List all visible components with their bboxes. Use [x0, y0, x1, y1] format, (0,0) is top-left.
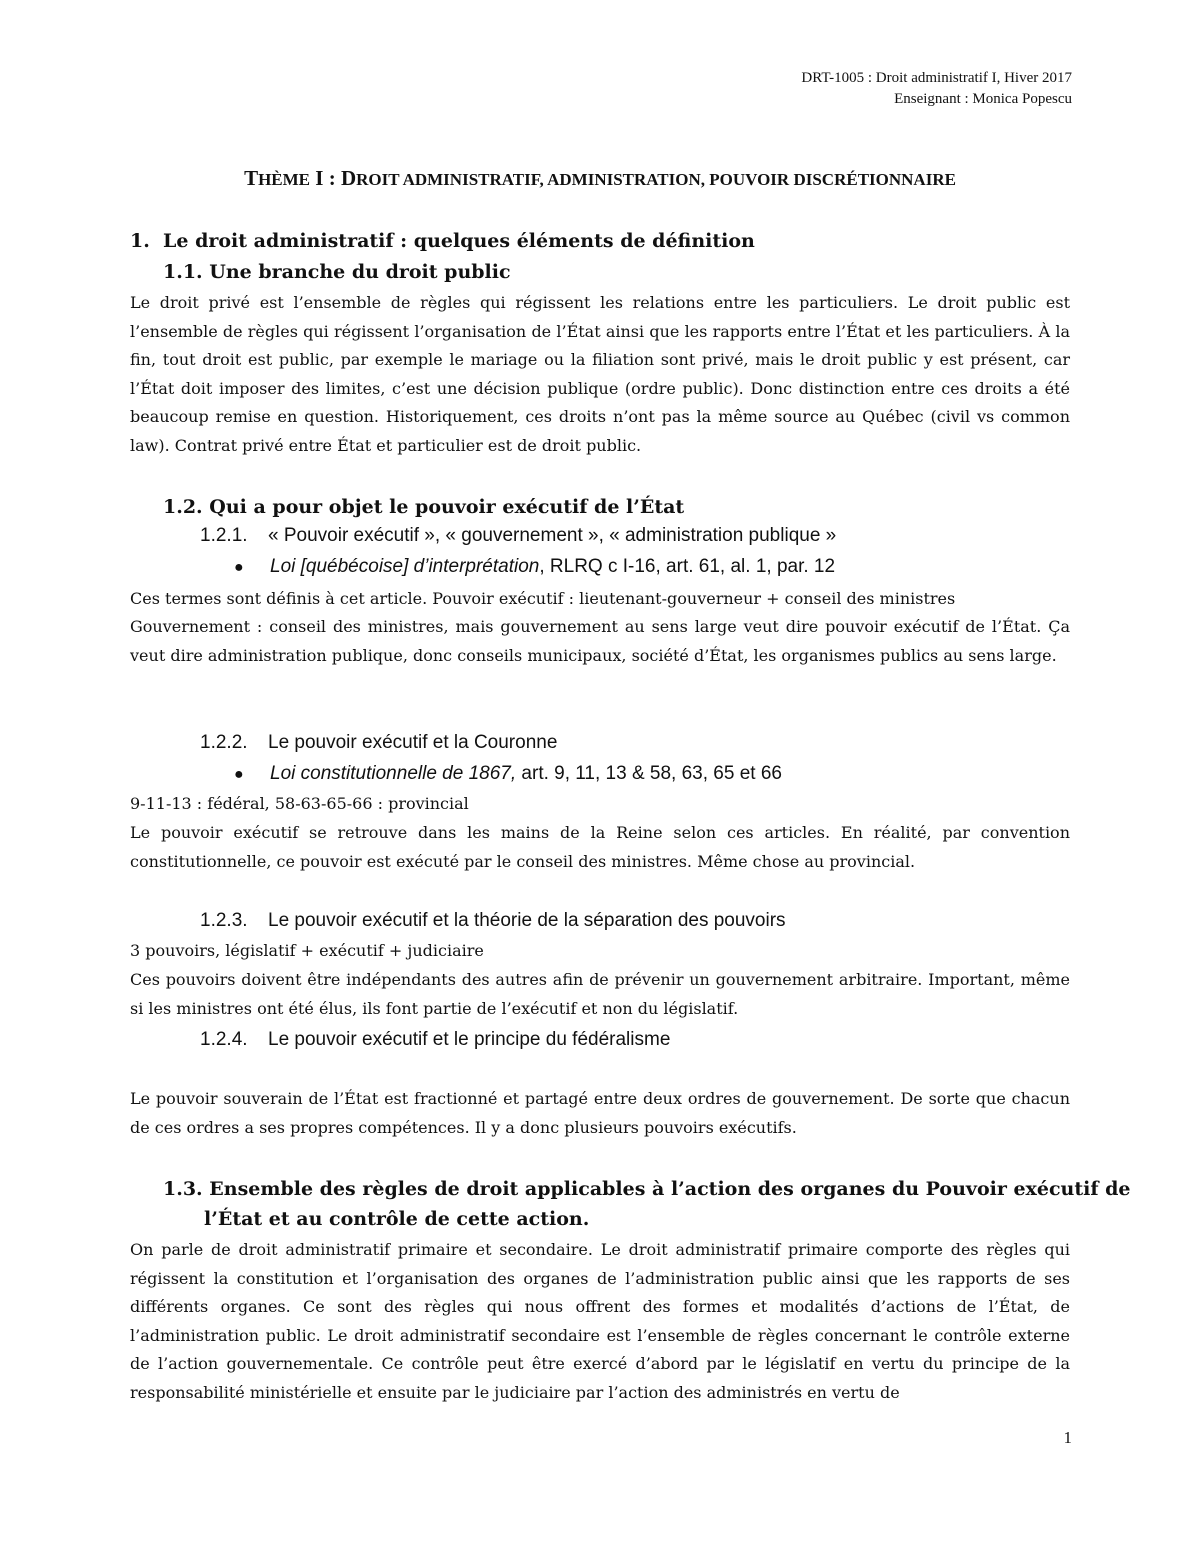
section-1-2-2-heading: 1.2.2. Le pouvoir exécutif et la Couronne — [200, 732, 558, 753]
section-1-2-1-body-2: Gouvernement : conseil des ministres, mais gouvernement au sens large veut dire pouvoir exécutif de l’État. Ça veut dire administration publique, donc conseils municipaux, société d’État, les organismes publics au sens large. — [130, 617, 1070, 665]
section-1-heading: 1. Le droit administratif : quelques éléments de définition — [130, 230, 755, 252]
section-1-2-4-heading: 1.2.4. Le pouvoir exécutif et le principe du fédéralisme — [200, 1029, 671, 1050]
section-1-2-1-body-1: Ces termes sont définis à cet article. Pouvoir exécutif : lieutenant-gouverneur + conseil des ministres — [130, 589, 956, 608]
section-1-2-2-body-1: 9-11-13 : fédéral, 58-63-65-66 : provincial — [130, 794, 469, 813]
teacher-line: Enseignant : Monica Popescu — [894, 91, 1072, 107]
section-1-1-body: Le droit privé est l’ensemble de règles qui régissent les relations entre les particuliers. Le droit public est l’ensemble de règles qui régissent l’organisation de l’État ainsi que les rapports entre l’État et les particuliers. À la fin, tout droit est public, par exemple le mariage ou la filiation sont privé, mais le droit public y est présent, car l’État doit imposer des limites, c’est une décision publique (ordre public). Donc distinction entre ces droits a été beaucoup remise en question. Historiquement, ces droits n’ont pas la même source au Québec (civil vs common law). Contrat privé entre État et particulier est de droit public. — [130, 293, 1070, 455]
section-1-2-3-body-1: 3 pouvoirs, législatif + exécutif + judiciaire — [130, 941, 484, 960]
section-1-2-2-body-2: Le pouvoir exécutif se retrouve dans les mains de la Reine selon ces articles. En réalité, par convention constitutionnelle, ce pouvoir est exécuté par le conseil des ministres. Même chose au provincial. — [130, 823, 1070, 871]
section-1-3-body: On parle de droit administratif primaire et secondaire. Le droit administratif primaire comporte des règles qui régissent la constitution et l’organisation des organes de l’administration public ainsi que les rapports de ses différents organes. Ce sont des règles qui nous offrent des formes et modalités d’actions de l’État, de l’administration public. Le droit administratif secondaire est l’ensemble de règles concernant le contrôle externe de l’action gouvernementale. Ce contrôle peut être exercé d’abord par le législatif en vertu du principe de la responsabilité ministérielle et ensuite par le judiciaire par l’action des administrés en vertu de — [130, 1240, 1070, 1402]
section-1-2-heading: 1.2. Qui a pour objet le pouvoir exécutif de l’État — [163, 496, 685, 518]
bullet-loi-constitutionnelle: ● Loi constitutionnelle de 1867, art. 9, 11, 13 & 58, 63, 65 et 66 — [130, 761, 1174, 788]
section-1-3-heading: 1.3. Ensemble des règles de droit applicables à l’action des organes du Pouvoir exécutif de l’État et au contrôle de cette action. — [163, 1178, 1131, 1230]
course-line: DRT-1005 : Droit administratif I, Hiver 2017 — [801, 70, 1072, 86]
section-1-1-heading: 1.1. Une branche du droit public — [163, 261, 511, 283]
section-1-2-1-heading: 1.2.1. « Pouvoir exécutif », « gouvernement », « administration publique » — [200, 525, 837, 546]
theme-title: THÈME I : DROIT ADMINISTRATIF, ADMINISTRATION, POUVOIR DISCRÉTIONNAIRE — [244, 166, 956, 190]
bullet-icon: ● — [234, 559, 244, 576]
bullet-icon: ● — [234, 766, 244, 783]
bullet-loi-interpretation: ● Loi [québécoise] d’interprétation, RLRQ c I-16, art. 61, al. 1, par. 12 — [130, 554, 1174, 581]
section-1-2-4-body: Le pouvoir souverain de l’État est fractionné et partagé entre deux ordres de gouvernement. De sorte que chacun de ces ordres a ses propres compétences. Il y a donc plusieurs pouvoirs exécutifs. — [130, 1089, 1070, 1137]
page-number: 1 — [1063, 1428, 1072, 1447]
section-1-2-3-body-2: Ces pouvoirs doivent être indépendants des autres afin de prévenir un gouvernement arbitraire. Important, même si les ministres ont été élus, ils font partie de l’exécutif et non du législatif. — [130, 970, 1070, 1018]
page-header — [801, 68, 1072, 110]
section-1-2-3-heading: 1.2.3. Le pouvoir exécutif et la théorie de la séparation des pouvoirs — [200, 910, 786, 931]
